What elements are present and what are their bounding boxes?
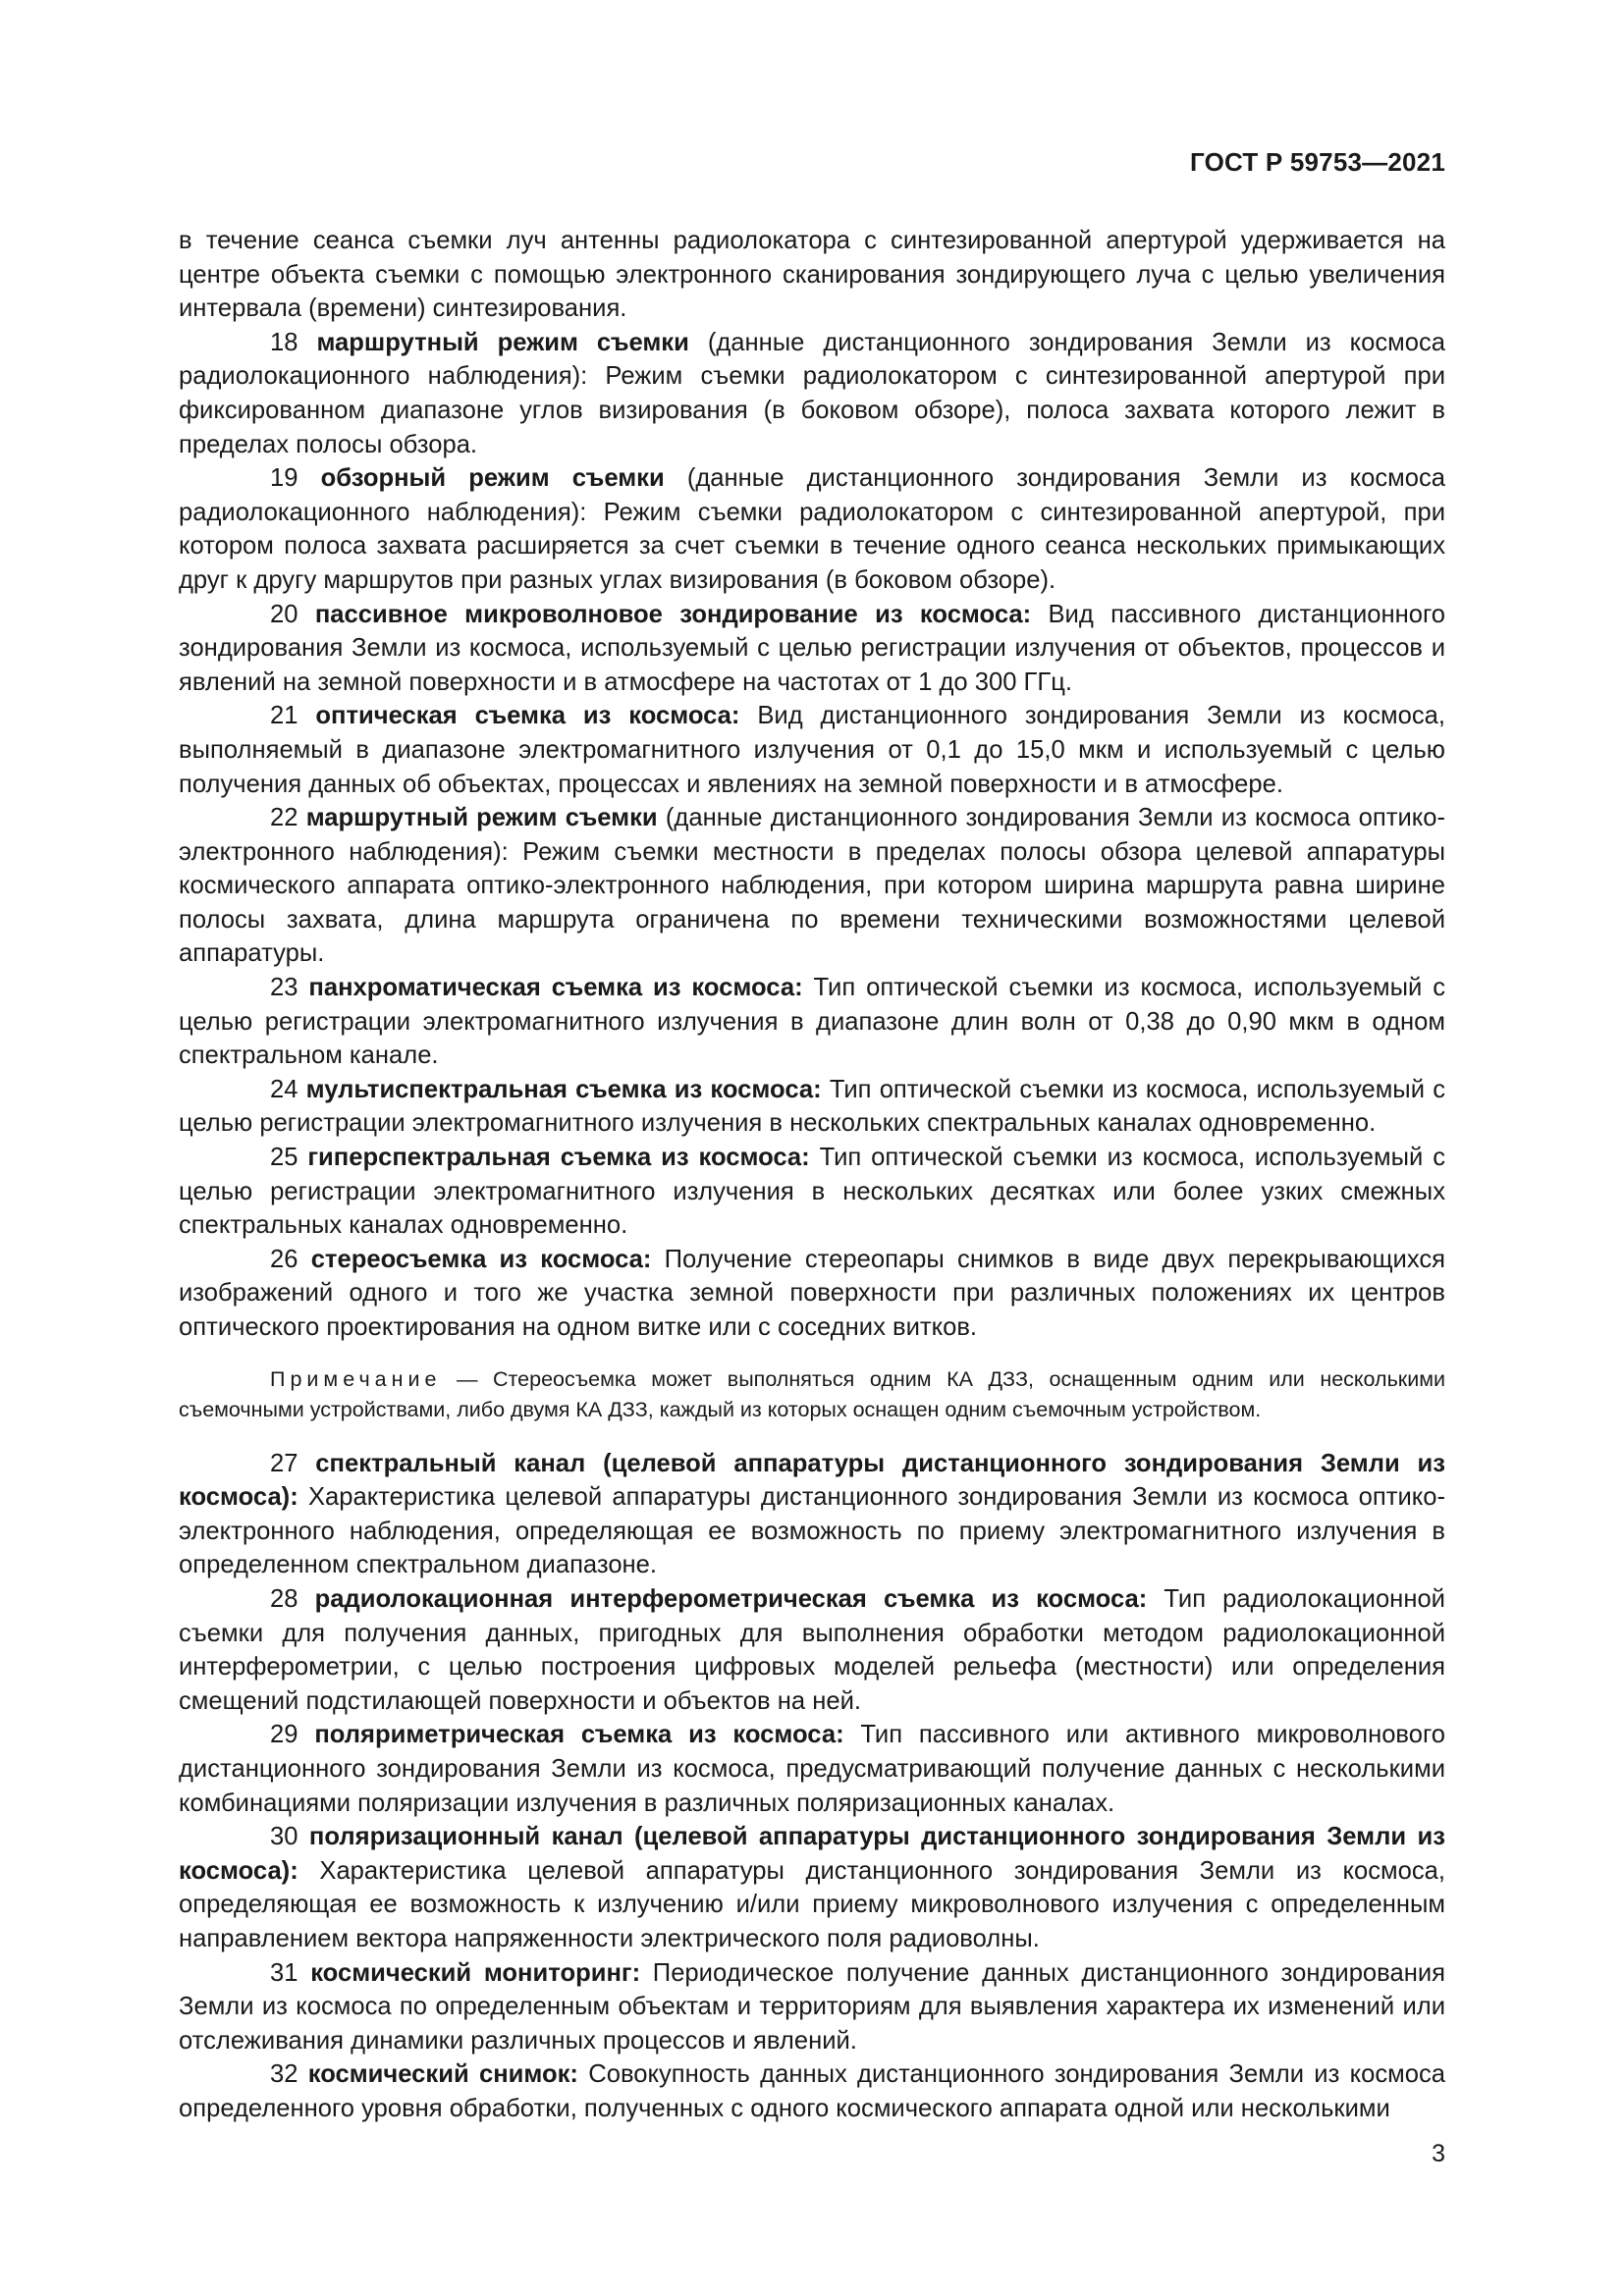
term-definition: Характеристика целевой аппаратуры дистанционного зондирования Земли из космоса, определяющая ее возможность к излучению и/или приему микроволнового излучения с определенным направлением вектора напряженности электрического поля радиоволны. bbox=[179, 1856, 1445, 1952]
term-entry-25 bbox=[179, 1141, 1445, 1243]
note-label: Примечание bbox=[270, 1366, 442, 1391]
term-number: 28 bbox=[270, 1584, 298, 1613]
term-definition: Тип пассивного или активного микроволнового дистанционного зондирования Земли из космоса, предусматривающий получение данных с несколькими комбинациями поляризации излучения в различных поляризационных каналах. bbox=[179, 1721, 1445, 1817]
term-name: радиолокационная интерферометрическая съемка из космоса: bbox=[314, 1584, 1148, 1613]
term-number: 21 bbox=[270, 702, 298, 730]
term-name: поляриметрическая съемка из космоса: bbox=[314, 1721, 844, 1749]
term-name: оптическая съемка из космоса: bbox=[315, 702, 740, 730]
term-definition: (данные дистанционного зондирования Земли из космоса оптико-электронного наблюдения): Режим съемки местности в пределах полосы обзора целевой аппаратуры космического аппарата оптико-электронного наблюдения, при котором ширина маршрута равна ширине полосы захвата, длина маршрута ограничена по времени техническими возможностями целевой аппаратуры. bbox=[179, 804, 1445, 968]
term-number: 27 bbox=[270, 1449, 298, 1477]
term-definition: Вид дистанционного зондирования Земли из космоса, выполняемый в диапазоне электромагнитного излучения от 0,1 до 15,0 мкм и используемый с целью получения данных об объектах, процессах и явлениях на земной поверхности и в атмосфере. bbox=[179, 702, 1445, 798]
note-text: — Стереосъемка может выполняться одним КА ДЗЗ, оснащенным одним или несколькими съемочными устройствами, либо двумя КА ДЗЗ, каждый из которых оснащен одним съемочным устройством. bbox=[179, 1366, 1445, 1421]
term-entry-28 bbox=[179, 1582, 1445, 1718]
page-number: 3 bbox=[1432, 2140, 1445, 2167]
term-definition: Периодическое получение данных дистанционного зондирования Земли из космоса по определенным объектам и территориям для выявления характера их изменений или отслеживания динамики различных процессов и явлений. bbox=[179, 1958, 1445, 2055]
term-entry-32 bbox=[179, 2057, 1445, 2125]
term-name: космический мониторинг: bbox=[310, 1958, 641, 1987]
term-entry-24 bbox=[179, 1073, 1445, 1141]
term-definition: Характеристика целевой аппаратуры дистанционного зондирования Земли из космоса оптико-электронного наблюдения, определяющая ее возможность по приему электромагнитного излучения в определенном спектральном диапазоне. bbox=[179, 1483, 1445, 1579]
term-number: 26 bbox=[270, 1245, 298, 1273]
term-number: 24 bbox=[270, 1075, 298, 1103]
term-definition: Получение стереопары снимков в виде двух перекрывающихся изображений одного и того же участка земной поверхности при различных положениях их центров оптического проектирования на одном витке или с соседних витков. bbox=[179, 1245, 1445, 1341]
term-definition: (данные дистанционного зондирования Земли из космоса радиолокационного наблюдения): Режим съемки радиолокатором с синтезированной апертурой, при котором полоса захвата расширяется за счет съемки в течение одного сеанса нескольких примыкающих друг к другу маршрутов при разных углах визирования (в боковом обзоре). bbox=[179, 464, 1445, 594]
term-number: 29 bbox=[270, 1721, 298, 1749]
term-entry-23 bbox=[179, 971, 1445, 1073]
term-name: поляризационный канал (целевой аппаратуры дистанционного зондирования Земли из космоса): bbox=[179, 1823, 1445, 1885]
term-number: 19 bbox=[270, 464, 298, 493]
term-entry-19 bbox=[179, 461, 1445, 597]
term-name: мультиспектральная съемка из космоса: bbox=[305, 1075, 822, 1103]
term-number: 18 bbox=[270, 328, 298, 356]
term-definition: Совокупность данных дистанционного зондирования Земли из космоса определенного уровня обработки, полученных с одного космического аппарата одной или несколькими bbox=[179, 2060, 1445, 2122]
term-name: стереосъемка из космоса: bbox=[310, 1245, 652, 1273]
paragraph-continuation: в течение сеанса съемки луч антенны радиолокатора с синтезированной апертурой удерживается на центре объекта съемки с помощью электронного сканирования зондирующего луча с целью увеличения интервала (времени) синтезирования. bbox=[179, 227, 1445, 323]
term-entry-31 bbox=[179, 1956, 1445, 2058]
document-code: ГОСТ Р 59753—2021 bbox=[1190, 147, 1445, 177]
term-definition: Тип оптической съемки из космоса, используемый с целью регистрации электромагнитного излучения в нескольких десятках или более узких смежных спектральных каналах одновременно. bbox=[179, 1144, 1446, 1240]
term-number: 32 bbox=[270, 2060, 298, 2089]
term-definition: Тип оптической съемки из космоса, используемый с целью регистрации электромагнитного излучения в диапазоне длин волн от 0,38 до 0,90 мкм в одном спектральном канале. bbox=[179, 974, 1445, 1070]
term-number: 20 bbox=[270, 600, 298, 628]
term-name: гиперспектральная съемка из космоса: bbox=[307, 1144, 810, 1172]
term-name: спектральный канал (целевой аппаратуры дистанционного зондирования Земли из космоса): bbox=[179, 1449, 1445, 1512]
term-name: панхроматическая съемка из космоса: bbox=[308, 974, 803, 1002]
term-definition: (данные дистанционного зондирования Земли из космоса радиолокационного наблюдения): Режим съемки радиолокатором с синтезированной апертурой при фиксированном диапазоне углов визирования (в боковом обзоре), полоса захвата которого лежит в пределах полосы обзора. bbox=[179, 328, 1445, 458]
note-block bbox=[179, 1364, 1445, 1425]
term-entry-30 bbox=[179, 1820, 1445, 1955]
term-entry-29 bbox=[179, 1718, 1445, 1820]
term-number: 30 bbox=[270, 1823, 298, 1851]
term-name: маршрутный режим съемки bbox=[305, 804, 658, 832]
term-name: обзорный режим съемки bbox=[320, 464, 665, 493]
term-number: 31 bbox=[270, 1958, 298, 1987]
term-definition: Тип оптической съемки из космоса, используемый с целью регистрации электромагнитного излучения в нескольких спектральных каналах одновременно. bbox=[179, 1075, 1445, 1138]
term-name: космический снимок: bbox=[307, 2060, 578, 2089]
term-name: маршрутный режим съемки bbox=[316, 328, 689, 356]
term-number: 22 bbox=[270, 804, 298, 832]
term-definition: Тип радиолокационной съемки для получения данных, пригодных для выполнения обработки методом радиолокационной интерферометрии, с целью построения цифровых моделей рельефа (местности) или определения смещений подстилающей поверхности и объектов на ней. bbox=[179, 1584, 1445, 1715]
term-entry-27 bbox=[179, 1447, 1445, 1582]
document-body bbox=[179, 224, 1445, 2125]
term-definition: Вид пассивного дистанционного зондирования Земли из космоса, используемый с целью регистрации излучения от объектов, процессов и явлений на земной поверхности и в атмосфере на частотах от 1 до 300 ГГц. bbox=[179, 600, 1445, 696]
term-entry-26 bbox=[179, 1243, 1445, 1345]
term-number: 25 bbox=[270, 1144, 298, 1172]
term-entry-22 bbox=[179, 801, 1445, 971]
term-entry-18 bbox=[179, 326, 1445, 461]
term-number: 23 bbox=[270, 974, 298, 1002]
term-entry-21 bbox=[179, 699, 1445, 801]
term-name: пассивное микроволновое зондирование из космоса: bbox=[314, 600, 1032, 628]
term-entry-20 bbox=[179, 598, 1445, 700]
